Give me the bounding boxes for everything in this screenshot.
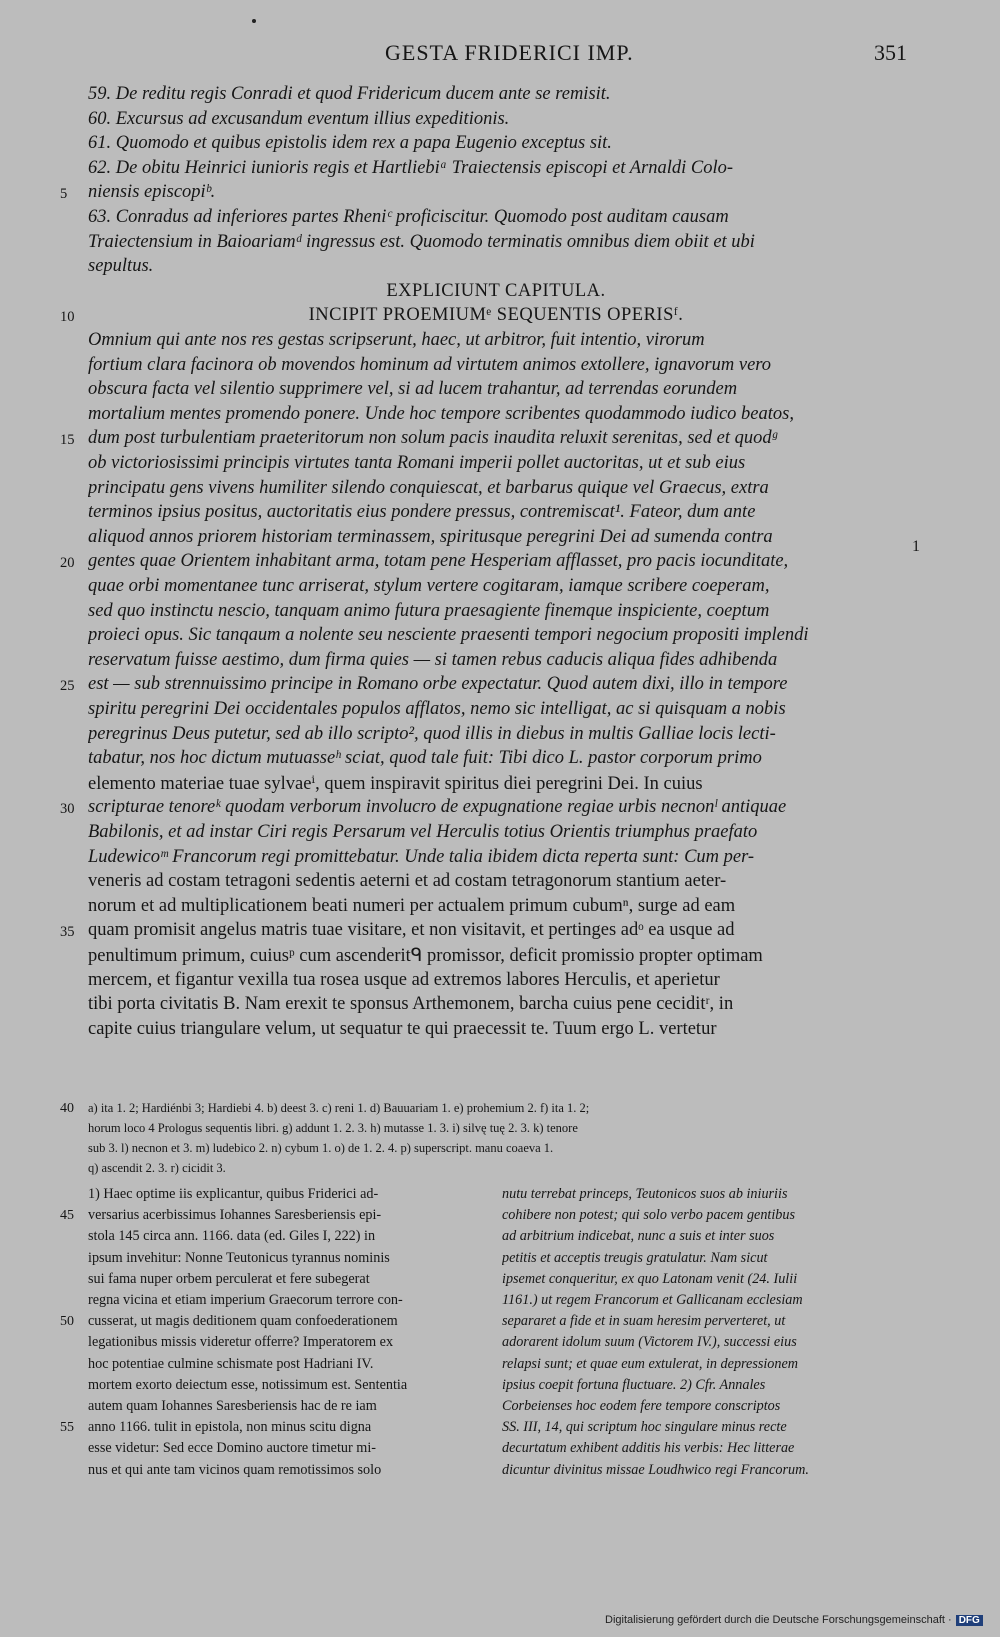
- footnote-line: Corbeienses hoc eodem fere tempore conscriptos: [502, 1398, 781, 1414]
- footnote-line: stola 145 circa ann. 1166. data (ed. Giles I, 222) in: [88, 1228, 376, 1245]
- footnote-line: petitis et acceptis treugis gratulatur. Nam sicut: [502, 1249, 768, 1266]
- footnote-line: adorarent idolum suum (Victorem IV.), successi eius: [502, 1334, 797, 1351]
- text-line: fortium clara facinora ob movendos hominum ad virtutem animos extollere, ignavorum vero: [88, 354, 772, 375]
- footnote-line: decurtatum exhibent additis his verbis: Hec litterae: [502, 1440, 795, 1457]
- footnote-line: relapsi sunt; et quae eum extulerat, in depressionem: [502, 1355, 799, 1372]
- text-line: scripturae tenoreᵏ quodam verborum involucro de expugnatione regiae urbis necnonˡ antiquae: [88, 797, 787, 818]
- text-line: INCIPIT PROEMIUMᵉ SEQUENTIS OPERISᶠ.: [308, 305, 684, 326]
- footnote-line: dicuntur divinitus missae Loudhwico regi Francorum.: [502, 1461, 809, 1478]
- digitization-credit: [605, 1614, 983, 1626]
- footnote-line: mortem exorto deiectum esse, notissimum est. Sententia: [88, 1376, 408, 1393]
- text-line: mercem, et figantur vexilla tua rosea usque ad extremos labores Herculis, et aperietur: [88, 969, 720, 990]
- footnote-line: nus et qui ante tam vicinos quam remotissimos solo: [88, 1461, 382, 1478]
- speck-mark: [252, 19, 256, 23]
- text-line: terminos ipsius positus, auctoritatis eius pondere pressus, contremiscat¹. Fateor, dum ante: [88, 502, 756, 523]
- line-number: 50: [60, 1314, 74, 1330]
- text-line: tabatur, nos hoc dictum mutuasseʰ sciat, quod tale fuit: Tibi dico L. pastor corporum primo: [88, 748, 762, 769]
- footnote-line: anno 1166. tulit in epistola, non minus scitu digna: [88, 1419, 372, 1436]
- text-line: reservatum fuisse aestimo, dum firma quies — si tamen rebus caducis aliqua fides adhibenda: [88, 649, 778, 670]
- text-line: veneris ad costam tetragoni sedentis aeterni et ad costam tetragonorum stantium aeter-: [88, 871, 727, 892]
- margin-mark: 1: [912, 538, 920, 555]
- footnote-line: ipsum invehitur: Nonne Teutonicus tyrannus nominis: [88, 1249, 390, 1266]
- text-line: Ludewicoᵐ Francorum regi promittebatur. Unde talia ibidem dicta reperta sunt: Cum per-: [88, 846, 755, 867]
- dfg-logo: DFG: [956, 1615, 983, 1626]
- variant-note-line: sub 3. l) necnon et 3. m) ludebico 2. n) cybum 1. o) de 1. 2. 4. p) superscript. manu coaeva 1.: [88, 1141, 554, 1155]
- text-line: penultimum primum, cuiusᵖ cum ascenderitᑫ promissor, deficit promissio propter optimam: [88, 946, 763, 966]
- line-number: 30: [60, 801, 75, 818]
- text-line: tibi porta civitatis B. Nam erexit te sponsus Arthemonem, barcha cuius pene ceciditʳ, in: [88, 994, 734, 1015]
- text-line: 63. Conradus ad inferiores partes Rheniᶜ proficiscitur. Quomodo post auditam causam: [88, 207, 729, 227]
- footnote-line: 1) Haec optime iis explicantur, quibus Friderici ad-: [88, 1186, 379, 1202]
- text-line: ob victoriosissimi principis virtutes tanta Romani imperii pollet auctoritas, ut et sub eius: [88, 453, 746, 473]
- text-line: 62. De obitu Heinrici iunioris regis et Hartliebiᵃ Traiectensis episcopi et Arnaldi Colo-: [88, 157, 734, 178]
- footnote-line: esse videtur: Sed ecce Domino auctore timetur mi-: [88, 1440, 376, 1457]
- text-line: proieci opus. Sic tanqaum a nolente seu nesciente praesenti tempori negocium propositi implendi: [88, 625, 809, 646]
- line-number: 40: [60, 1101, 74, 1116]
- footnote-line: sui fama nuper orbem perculerat et fere subegerat: [88, 1270, 370, 1287]
- variant-note-line: q) ascendit 2. 3. r) cicidit 3.: [88, 1161, 226, 1175]
- page-header: [0, 40, 1000, 70]
- text-line: Traiectensium in Baioariamᵈ ingressus est. Quomodo terminatis omnibus diem obiit et ubi: [88, 231, 755, 252]
- text-line: sepultus.: [88, 256, 154, 277]
- text-line: principatu gens vivens humiliter silendo conquiescat, et barbarus quique vel Graecus, extra: [88, 477, 769, 498]
- text-line: quam promisit angelus matris tuae visitare, et non visitavit, et pertinges adᵒ ea usque ad: [88, 920, 735, 941]
- text-line: est — sub strennuissimo principe in Romano orbe expectatur. Quod autem dixi, illo in tempore: [88, 674, 788, 695]
- page-number: 351: [874, 40, 907, 65]
- text-line: Babilonis, et ad instar Ciri regis Persarum vel Herculis totius Orientis triumphus praefato: [88, 822, 758, 842]
- text-line: spiritu peregrini Dei occidentales populos afflatos, nemo sic intelligat, ac si quisquam a nobis: [88, 699, 786, 719]
- footnote-line: SS. III, 14, qui scriptum hoc singulare minus recte: [502, 1419, 787, 1436]
- text-line: 61. Quomodo et quibus epistolis idem rex a papa Eugenio exceptus sit.: [88, 133, 612, 154]
- line-number: 5: [60, 186, 68, 203]
- text-line: aliquod annos priorem historiam terminassem, spiritusque peregrini Dei ad sumenda contra: [88, 526, 773, 547]
- credit-text: Digitalisierung gefördert durch die Deutsche Forschungsgemeinschaft ·: [605, 1614, 952, 1626]
- text-line: obscura facta vel silentio supprimere vel, si ad lucem trahantur, ad terrendas eorundem: [88, 379, 738, 400]
- footnote-line: 1161.) ut regem Francorum et Gallicanam ecclesiam: [502, 1292, 803, 1308]
- footnote-line: versarius acerbissimus Iohannes Saresberiensis epi-: [88, 1207, 382, 1224]
- line-number: 35: [60, 924, 75, 941]
- footnote-line: separaret a fide et in suam heresim perverteret, ut: [502, 1313, 786, 1330]
- footnote-line: cohibere non potest; qui solo verbo pacem gentibus: [502, 1207, 796, 1224]
- footnote-line: ipsius coepit fortuna fluctuare. 2) Cfr. Annales: [502, 1376, 766, 1393]
- line-number: 25: [60, 678, 75, 695]
- footnote-line: nutu terrebat princeps, Teutonicos suos ab iniuriis: [502, 1186, 788, 1202]
- text-line: quae orbi momentanee tunc arriserat, stylum vertere cogitaram, iamque scribere coeperam,: [88, 576, 770, 596]
- text-line: sed quo instinctu nescio, tanquam animo futura praesagiente finemque inspiciente, coeptum: [88, 600, 770, 621]
- footnote-line: ad arbitrium indicebat, nunc a suis et inter suos: [502, 1228, 775, 1245]
- text-line: elemento materiae tuae sylvaeⁱ, quem inspiravit spiritus diei peregrini Dei. In cuius: [88, 773, 703, 794]
- text-line: EXPLICIUNT CAPITULA.: [386, 280, 606, 301]
- footnote-line: ipsemet conqueritur, ex quo Latonam venit (24. Iulii: [502, 1270, 798, 1287]
- footnote-line: regna vicina et etiam imperium Graecorum terrore con-: [88, 1292, 403, 1308]
- line-number: 20: [60, 555, 75, 572]
- text-line: dum post turbulentiam praeteritorum non solum pacis inaudita reluxit serenitas, sed et quodᵍ: [88, 428, 777, 449]
- text-line: norum et ad multiplicationem beati numeri per actualem primum cubumⁿ, surge ad eam: [88, 895, 736, 916]
- text-line: Omnium qui ante nos res gestas scripserunt, haec, ut arbitror, fuit intentio, virorum: [88, 330, 705, 350]
- footnote-line: cusserat, ut magis deditionem quam confoederationem: [88, 1313, 398, 1330]
- line-number: 45: [60, 1208, 74, 1224]
- text-line: peregrinus Deus putetur, sed ab illo scripto², quod illis in diebus in multis Galliae locis lecti-: [88, 723, 776, 744]
- running-title: GESTA FRIDERICI IMP.: [385, 40, 634, 65]
- text-line: mortalium mentes promendo ponere. Unde hoc tempore scribentes quodammodo iudico beatos,: [88, 403, 794, 424]
- text-line: capite cuius triangulare velum, ut sequatur te qui praecessit te. Tuum ergo L. vertetur: [88, 1018, 717, 1039]
- text-line: gentes quae Orientem inhabitant arma, totam pene Hesperiam afflasset, pro pacis iocunditate,: [88, 551, 789, 572]
- line-number: 15: [60, 432, 75, 449]
- text-line: 60. Excursus ad excusandum eventum illius expeditionis.: [88, 108, 510, 129]
- variant-note-line: a) ita 1. 2; Hardiénbi 3; Hardiebi 4. b) deest 3. c) reni 1. d) Bauuariam 1. e) prohemium 2. f) ita 1. 2;: [88, 1101, 590, 1115]
- footnote-line: autem quam Iohannes Saresberiensis hac de re iam: [88, 1398, 377, 1414]
- footnote-line: hoc potentiae culmine schismate post Hadriani IV.: [88, 1355, 374, 1372]
- footnote-line: legationibus missis videretur offerre? Imperatorem ex: [88, 1334, 394, 1351]
- text-line: niensis episcopiᵇ.: [88, 182, 216, 203]
- variant-note-line: horum loco 4 Prologus sequentis libri. g) addunt 1. 2. 3. h) mutasse 1. 3. i) silvę tuę 2. 3. k) tenore: [88, 1121, 578, 1135]
- line-number: 10: [60, 309, 75, 326]
- line-number: 55: [60, 1420, 74, 1436]
- text-line: 59. De reditu regis Conradi et quod Fridericum ducem ante se remisit.: [88, 84, 611, 104]
